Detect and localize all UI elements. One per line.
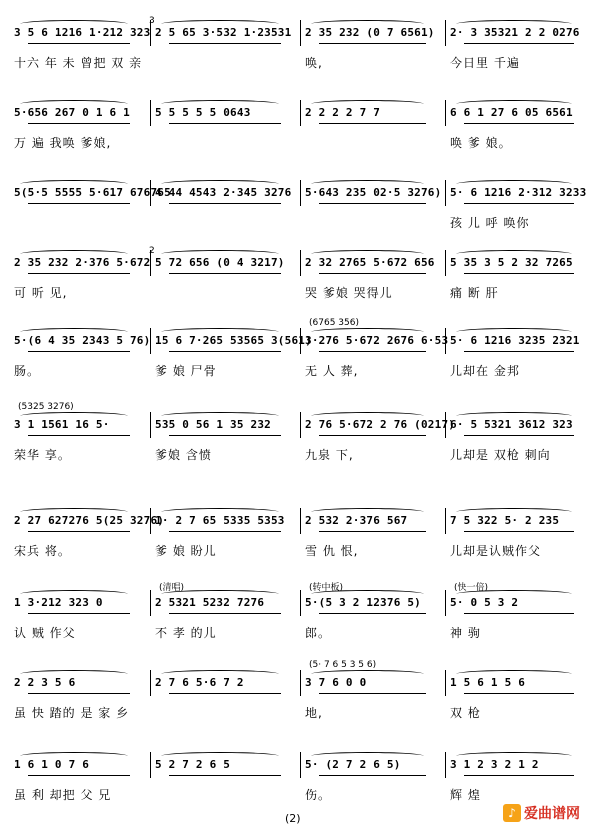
jianpu-melody: 1· 2 7 65 5335 5353 — [155, 514, 285, 527]
measure — [305, 90, 448, 160]
lyrics-line: 伤。 — [305, 788, 332, 802]
jianpu-melody: 2 32 2765 5·672 656 — [305, 256, 435, 269]
lyrics-line: 今日里 千遍 — [450, 56, 520, 70]
measure — [305, 580, 448, 650]
beam-underline — [169, 610, 281, 614]
beam-underline — [169, 432, 281, 436]
measure — [14, 742, 152, 812]
beam-underline — [169, 200, 281, 204]
performance-note: (5325 3276) — [18, 402, 74, 412]
measure — [155, 660, 303, 730]
lyrics-line: 可 听 见, — [14, 286, 68, 300]
lyrics-line: 双 枪 — [450, 706, 481, 720]
beam-underline — [169, 120, 281, 124]
beam-underline — [28, 610, 130, 614]
lyrics-line: 儿却是 双枪 刺向 — [450, 448, 551, 462]
jianpu-melody: 2· 3 35321 2 2 0276 — [450, 26, 580, 39]
score-system — [0, 240, 600, 320]
measure — [155, 742, 303, 812]
beam-underline — [169, 772, 281, 776]
measure — [14, 10, 152, 80]
measure — [450, 580, 596, 650]
music-note-logo-icon: ♪ — [503, 804, 521, 822]
measure — [155, 170, 303, 240]
beam-underline — [319, 200, 426, 204]
jianpu-melody: 5 35 3 5 2 32 7265 — [450, 256, 573, 269]
jianpu-melody: 1 5 6 1 5 6 — [450, 676, 526, 689]
jianpu-melody: 5· 6 1216 2·312 3233 — [450, 186, 587, 199]
measure — [305, 240, 448, 310]
lyrics-line: 辉 煌 — [450, 788, 481, 802]
measure — [14, 90, 152, 160]
jianpu-melody: 5(5·5 5555 5·617 676765 — [14, 186, 171, 199]
jianpu-melody: 5·(5 3 2 12376 5) — [305, 596, 421, 609]
measure — [155, 318, 312, 388]
performance-note: (转中板) — [309, 583, 344, 593]
beam-underline — [464, 610, 574, 614]
measure — [450, 318, 596, 388]
score-system — [0, 170, 600, 250]
beam-underline — [28, 772, 130, 776]
jianpu-melody: 5 5 5 5 5 0643 — [155, 106, 251, 119]
beam-underline — [28, 40, 130, 44]
measure — [450, 498, 596, 568]
measure — [305, 402, 456, 472]
beam-underline — [28, 432, 130, 436]
beam-underline — [464, 120, 574, 124]
jianpu-melody: 2 35 232 (0 7 6561) — [305, 26, 435, 39]
jianpu-melody: 6· 5 5321 3612 323 — [450, 418, 573, 431]
jianpu-melody: 4 44 4543 2·345 3276 — [155, 186, 292, 199]
beam-underline — [319, 40, 426, 44]
lyrics-line: 雪 仇 恨, — [305, 544, 359, 558]
score-system — [0, 90, 600, 170]
measure — [149, 240, 303, 310]
jianpu-melody: 1 3·212 323 0 — [14, 596, 103, 609]
lyrics-line: 爹 娘 盼儿 — [155, 544, 217, 558]
measure — [450, 170, 596, 240]
beam-underline — [464, 270, 574, 274]
beam-underline — [169, 690, 281, 694]
watermark-logo — [503, 803, 580, 823]
performance-note: (快一倍) — [454, 583, 489, 593]
beam-underline — [319, 610, 426, 614]
measure — [305, 10, 448, 80]
score-system — [0, 660, 600, 740]
measure — [149, 10, 303, 80]
lyrics-line: 十六 年 未 曾把 双 亲 — [14, 56, 143, 70]
lyrics-line: 虽 快 踏的 是 家 乡 — [14, 706, 130, 720]
measure — [450, 660, 596, 730]
lyrics-line: 认 贼 作父 — [14, 626, 76, 640]
beam-underline — [169, 40, 281, 44]
jianpu-melody: 2 532 2·376 567 — [305, 514, 408, 527]
measure — [305, 660, 448, 730]
measure — [14, 402, 152, 472]
jianpu-melody: 3 1 2 3 2 1 2 — [450, 758, 539, 771]
jianpu-melody: 2 35 232 2·376 5·672 — [14, 256, 151, 269]
measure — [155, 402, 303, 472]
score-system — [0, 580, 600, 660]
lyrics-line: 荣华 享。 — [14, 448, 71, 462]
jianpu-melody: 2 5 65 3·532 1·23531 — [155, 26, 292, 39]
jianpu-melody: 2 2 3 5 6 — [14, 676, 76, 689]
beam-underline — [319, 528, 426, 532]
jianpu-melody: 3·276 5·672 2676 6·53 — [305, 334, 449, 347]
jianpu-melody: 5 72 656 (0 4 3217) — [155, 256, 285, 269]
jianpu-melody: 535 0 56 1 35 232 — [155, 418, 271, 431]
beam-underline — [28, 200, 130, 204]
lyrics-line: 孩 儿 呼 唤你 — [450, 216, 530, 230]
lyrics-line: 不 孝 的儿 — [155, 626, 217, 640]
measure — [305, 742, 448, 812]
lyrics-line: 爹 娘 尸骨 — [155, 364, 217, 378]
jianpu-melody: 7 5 322 5· 2 235 — [450, 514, 560, 527]
measure — [14, 580, 152, 650]
beam-underline — [28, 120, 130, 124]
performance-note: (5· 7 6 5 3 5 6) — [309, 660, 377, 670]
lyrics-line: 儿却是认贼作父 — [450, 544, 542, 558]
meter-marking: 2 — [149, 246, 155, 256]
beam-underline — [464, 200, 574, 204]
beam-underline — [319, 772, 426, 776]
lyrics-line: 无 人 葬, — [305, 364, 359, 378]
measure — [14, 498, 165, 568]
beam-underline — [28, 528, 130, 532]
measure — [14, 318, 152, 388]
lyrics-line: 唤, — [305, 56, 323, 70]
measure — [450, 240, 596, 310]
beam-underline — [464, 40, 574, 44]
jianpu-melody: 3 5 6 1216 1·212 323 — [14, 26, 151, 39]
jianpu-melody: 5· 6 1216 3235 2321 — [450, 334, 580, 347]
jianpu-melody: 2 7 6 5·6 7 2 — [155, 676, 244, 689]
measure — [155, 580, 303, 650]
jianpu-melody: 5· 0 5 3 2 — [450, 596, 519, 609]
measure — [14, 240, 152, 310]
jianpu-melody: 2 76 5·672 2 76 (0217) — [305, 418, 456, 431]
jianpu-melody: 3 7 6 0 0 — [305, 676, 367, 689]
performance-note: (6765 356) — [309, 318, 359, 328]
jianpu-melody: 3 1 1561 16 5· — [14, 418, 110, 431]
beam-underline — [464, 690, 574, 694]
jianpu-melody: 5· (2 7 2 6 5) — [305, 758, 401, 771]
beam-underline — [28, 348, 130, 352]
measure — [155, 90, 303, 160]
measure — [450, 90, 596, 160]
beam-underline — [319, 432, 426, 436]
beam-underline — [169, 270, 281, 274]
lyrics-line: 虽 利 却把 父 兄 — [14, 788, 112, 802]
lyrics-line: 地, — [305, 706, 323, 720]
meter-marking: 3 — [149, 16, 155, 26]
lyrics-line: 神 驹 — [450, 626, 481, 640]
lyrics-line: 九泉 下, — [305, 448, 354, 462]
beam-underline — [464, 432, 574, 436]
beam-underline — [464, 528, 574, 532]
lyrics-line: 唤 爹 娘。 — [450, 136, 512, 150]
jianpu-melody: 2 2 2 2 7 7 — [305, 106, 381, 119]
jianpu-melody: 5·643 235 02·5 3276) — [305, 186, 442, 199]
measure — [14, 170, 171, 240]
measure — [450, 402, 596, 472]
beam-underline — [464, 348, 574, 352]
lyrics-line: 肠。 — [14, 364, 41, 378]
lyrics-line: 郎。 — [305, 626, 332, 640]
score-system — [0, 318, 600, 398]
score-system — [0, 10, 600, 90]
jianpu-melody: 5·656 267 0 1 6 1 — [14, 106, 130, 119]
lyrics-line: 痛 断 肝 — [450, 286, 499, 300]
beam-underline — [319, 120, 426, 124]
page-number: (2) — [285, 812, 301, 825]
lyrics-line: 爹娘 含愤 — [155, 448, 212, 462]
lyrics-line: 儿却在 金邦 — [450, 364, 520, 378]
score-system — [0, 498, 600, 578]
beam-underline — [319, 348, 426, 352]
performance-note: (清唱) — [159, 583, 185, 593]
lyrics-line: 万 遍 我唤 爹娘, — [14, 136, 112, 150]
lyrics-line: 宋兵 将。 — [14, 544, 71, 558]
measure — [305, 498, 448, 568]
score-system — [0, 402, 600, 482]
jianpu-melody: 15 6 7·265 53565 3(561) — [155, 334, 312, 347]
jianpu-melody: 5 2 7 2 6 5 — [155, 758, 231, 771]
jianpu-melody: 2 27 627276 5(25 3276) — [14, 514, 165, 527]
measure — [450, 10, 596, 80]
measure — [155, 498, 303, 568]
jianpu-melody: 6 6 1 27 6 05 6561 — [450, 106, 573, 119]
beam-underline — [28, 270, 130, 274]
beam-underline — [464, 772, 574, 776]
jianpu-melody: 1 6 1 0 7 6 — [14, 758, 90, 771]
watermark-text: 爱曲谱网 — [524, 806, 580, 822]
beam-underline — [169, 348, 281, 352]
jianpu-melody: 2 5321 5232 7276 — [155, 596, 265, 609]
measure — [14, 660, 152, 730]
measure — [450, 742, 596, 812]
beam-underline — [28, 690, 130, 694]
measure — [305, 170, 448, 240]
beam-underline — [319, 690, 426, 694]
jianpu-melody: 5·(6 4 35 2343 5 76) — [14, 334, 151, 347]
measure — [305, 318, 448, 388]
beam-underline — [319, 270, 426, 274]
beam-underline — [169, 528, 281, 532]
lyrics-line: 哭 爹娘 哭得儿 — [305, 286, 393, 300]
